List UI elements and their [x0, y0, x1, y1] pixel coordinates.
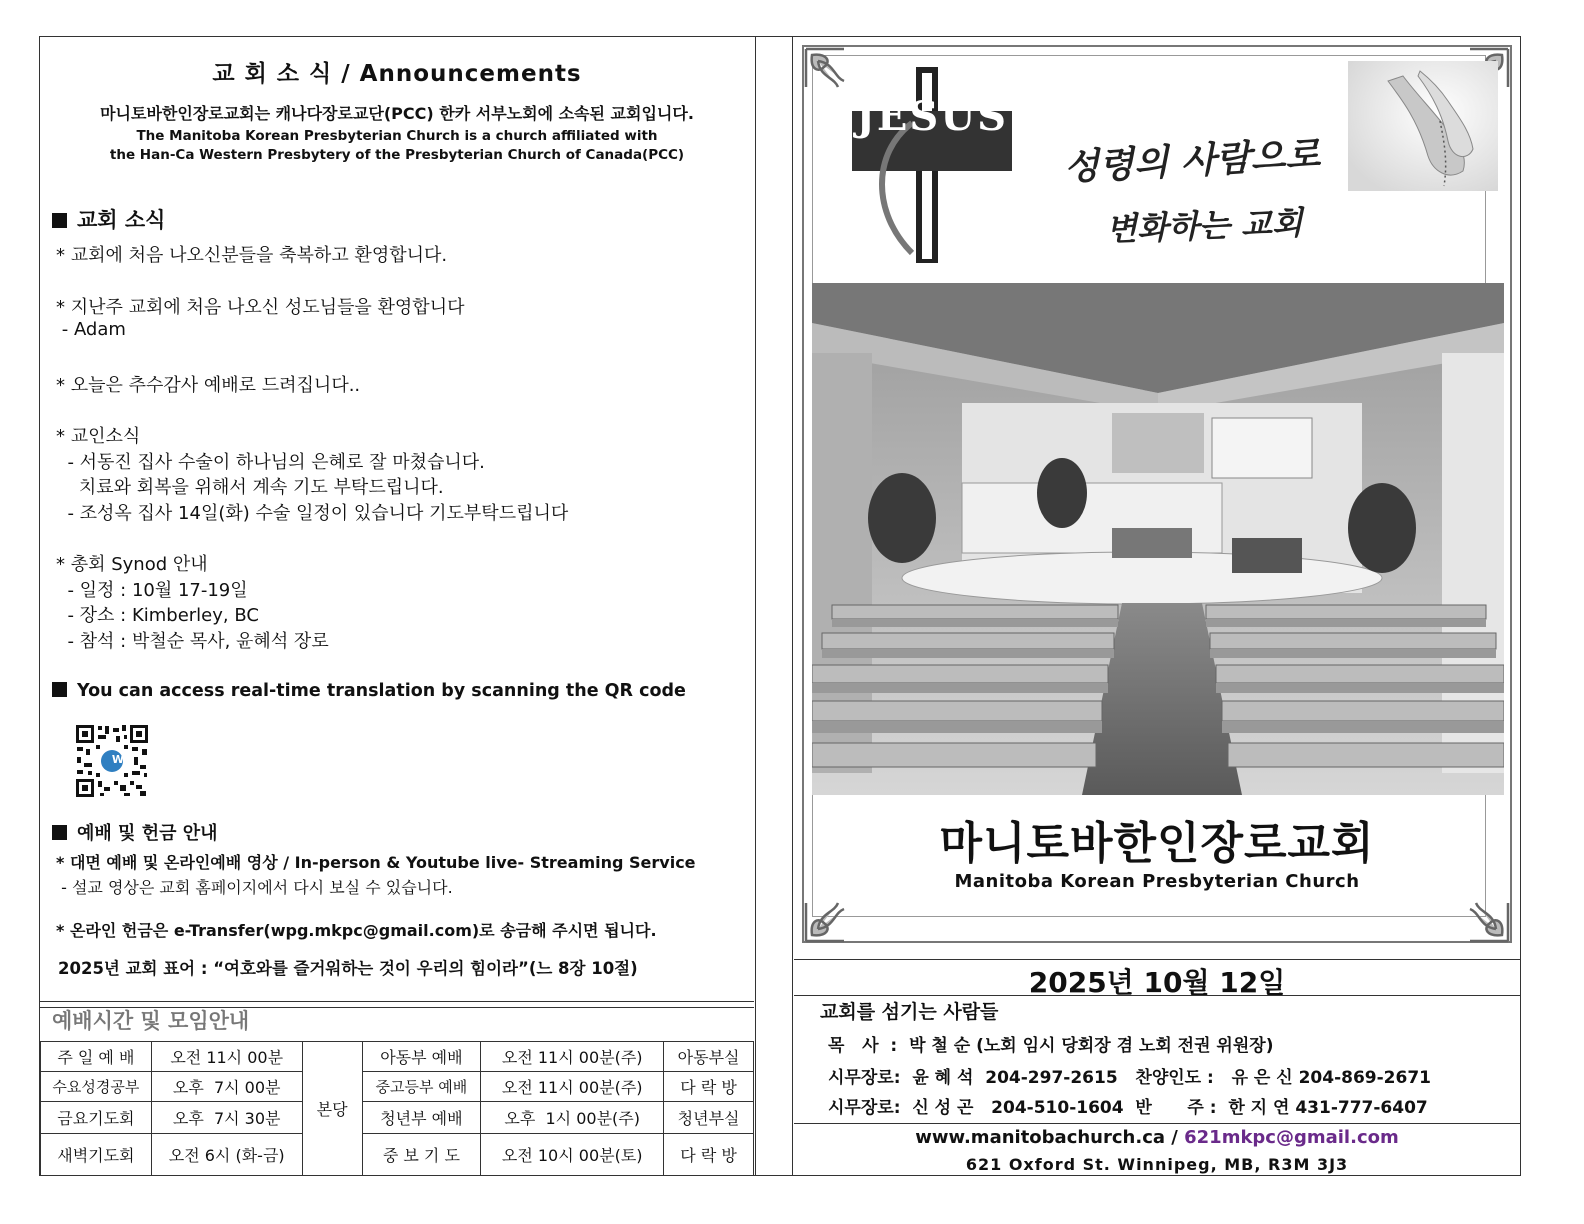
affiliation-english-line-1: The Manitoba Korean Presbyterian Church is a church affiliated with: [136, 128, 658, 144]
offering-info: * 온라인 헌금은 e-Transfer(wpg.mkpc@gmail.com)로 송금해 주시면 됩니다.: [56, 921, 657, 940]
contact-separator: /: [1165, 1127, 1185, 1148]
announcements-title: 교 회 소 식 / Announcements: [212, 61, 582, 87]
date-rule: [794, 995, 1520, 996]
worship-heading-label: 예배 및 헌금 안내: [77, 823, 218, 844]
news-item: * 지난주 교회에 처음 나오신 성도님들을 환영합니다: [56, 297, 465, 318]
service-name: 중고등부 예배: [362, 1072, 481, 1102]
praying-hands-icon: [1348, 61, 1498, 191]
translation-heading-label: You can access real-time translation by scanning the QR code: [77, 681, 686, 701]
website-link[interactable]: www.manitobachurch.ca: [915, 1127, 1166, 1148]
cover-panel: [794, 37, 1520, 1175]
square-bullet-icon: [52, 682, 67, 697]
news-item: - 조성옥 집사 14일(화) 수술 일정이 있습니다 기도부탁드립니다: [56, 503, 569, 524]
bulletin-date: 2025년 10월 12일: [1028, 966, 1286, 999]
service-name: 주 일 예 배: [41, 1042, 152, 1072]
church-address: 621 Oxford St. Winnipeg, MB, R3M 3J3: [965, 1155, 1349, 1174]
church-name-english: Manitoba Korean Presbyterian Church: [954, 871, 1360, 892]
email-link[interactable]: 621mkpc@gmail.com: [1184, 1127, 1399, 1148]
square-bullet-icon: [52, 213, 67, 228]
staff-line: 시무장로: 윤 혜 석 204-297-2615 찬양인도 : 유 은 신 204-869-2671: [828, 1068, 1431, 1088]
service-place: 다 락 방: [664, 1072, 754, 1102]
service-time: 오전 11시 00분(주): [481, 1042, 664, 1072]
contact-web: [794, 1127, 1520, 1148]
news-heading: [52, 204, 165, 234]
staff-title: 교회를 섬기는 사람들: [820, 1001, 999, 1023]
schedule-title: 예배시간 및 모임안내: [52, 1009, 250, 1033]
table-row: [41, 1042, 754, 1072]
ornament-corner-icon: [1462, 895, 1510, 943]
news-item: * 교회에 처음 나오신분들을 축복하고 환영합니다.: [56, 245, 448, 266]
cover-motto-line-2: 변화하는 교회: [1105, 203, 1304, 249]
news-item: - 일정 : 10월 17-19일: [56, 580, 248, 601]
schedule-table: [40, 1041, 754, 1176]
schedule-rule: [40, 1001, 754, 1002]
service-time: 오후 7시 30분: [151, 1102, 302, 1134]
news-item: * 총회 Synod 안내: [56, 554, 208, 575]
date-rule: [794, 959, 1520, 960]
news-item: * 교인소식: [56, 426, 141, 447]
staff-line: 목 사 : 박 철 순 (노회 임시 당회장 겸 노회 전권 위원장): [828, 1036, 1274, 1056]
service-place: 아동부실: [664, 1042, 754, 1072]
news-item: 치료와 회복을 위해서 계속 기도 부탁드립니다.: [56, 477, 444, 498]
service-venue: 본당: [302, 1042, 362, 1176]
service-name: 새벽기도회: [41, 1134, 152, 1176]
news-item: - 서동진 집사 수술이 하나님의 은혜로 잘 마쳤습니다.: [56, 452, 485, 473]
service-name: 중 보 기 도: [362, 1134, 481, 1176]
service-time: 오전 10시 00분(토): [481, 1134, 664, 1176]
service-place: 청년부실: [664, 1102, 754, 1134]
affiliation-english-line-2: the Han-Ca Western Presbytery of the Presbyterian Church of Canada(PCC): [109, 147, 685, 163]
service-time: 오전 11시 00분(주): [481, 1072, 664, 1102]
translation-heading: [52, 681, 686, 701]
service-name: 청년부 예배: [362, 1102, 481, 1134]
ornament-corner-icon: [804, 47, 852, 95]
announcements-panel: [40, 37, 754, 1175]
table-row: [41, 1072, 754, 1102]
affiliation-korean: 마니토바한인장로교회는 캐나다장로교단(PCC) 한카 서부노회에 소속된 교회입니다.: [100, 104, 694, 123]
church-motto-2025: 2025년 교회 표어 : “여호와를 즐거워하는 것이 우리의 힘이라”(느 8장 10절): [58, 959, 638, 978]
service-time: 오전 6시 (화-금): [151, 1134, 302, 1176]
news-item: - 장소 : Kimberley, BC: [56, 605, 259, 626]
news-item: - 참석 : 박철순 목사, 윤혜석 장로: [56, 631, 329, 652]
square-bullet-icon: [52, 825, 67, 840]
news-item: * 오늘은 추수감사 예배로 드려집니다..: [56, 375, 361, 396]
service-name: 수요성경공부: [41, 1072, 152, 1102]
contact-rule: [794, 1123, 1520, 1124]
news-heading-label: 교회 소식: [77, 208, 166, 232]
service-time: 오후 7시 00분: [151, 1072, 302, 1102]
fold-gutter: [755, 36, 793, 1176]
news-item: - Adam: [56, 319, 126, 340]
table-row: [41, 1102, 754, 1134]
worship-heading: [52, 819, 218, 845]
sermon-video-info: - 설교 영상은 교회 홈페이지에서 다시 보실 수 있습니다.: [56, 878, 453, 897]
qr-badge-label: W: [111, 753, 125, 766]
service-name: 금요기도회: [41, 1102, 152, 1134]
service-name: 아동부 예배: [362, 1042, 481, 1072]
ornament-corner-icon: [804, 895, 852, 943]
service-time: 오후 1시 00분(주): [481, 1102, 664, 1134]
sanctuary-photo: [812, 283, 1504, 795]
cover-motto-line-1: 성령의 사람으로: [1063, 133, 1322, 189]
service-place: 다 락 방: [664, 1134, 754, 1176]
affiliation-english: [40, 127, 754, 165]
worship-info: * 대면 예배 및 온라인예배 영상 / In-person & Youtube live- Streaming Service: [56, 853, 696, 872]
service-time: 오전 11시 00분: [151, 1042, 302, 1072]
table-row: [41, 1134, 754, 1176]
church-name-korean: 마니토바한인장로교회: [939, 818, 1375, 869]
cover-logo-text: JESUS: [855, 93, 1009, 140]
staff-line: 시무장로: 신 성 곤 204-510-1604 반 주 : 한 지 연 431-777-6407: [828, 1098, 1428, 1118]
